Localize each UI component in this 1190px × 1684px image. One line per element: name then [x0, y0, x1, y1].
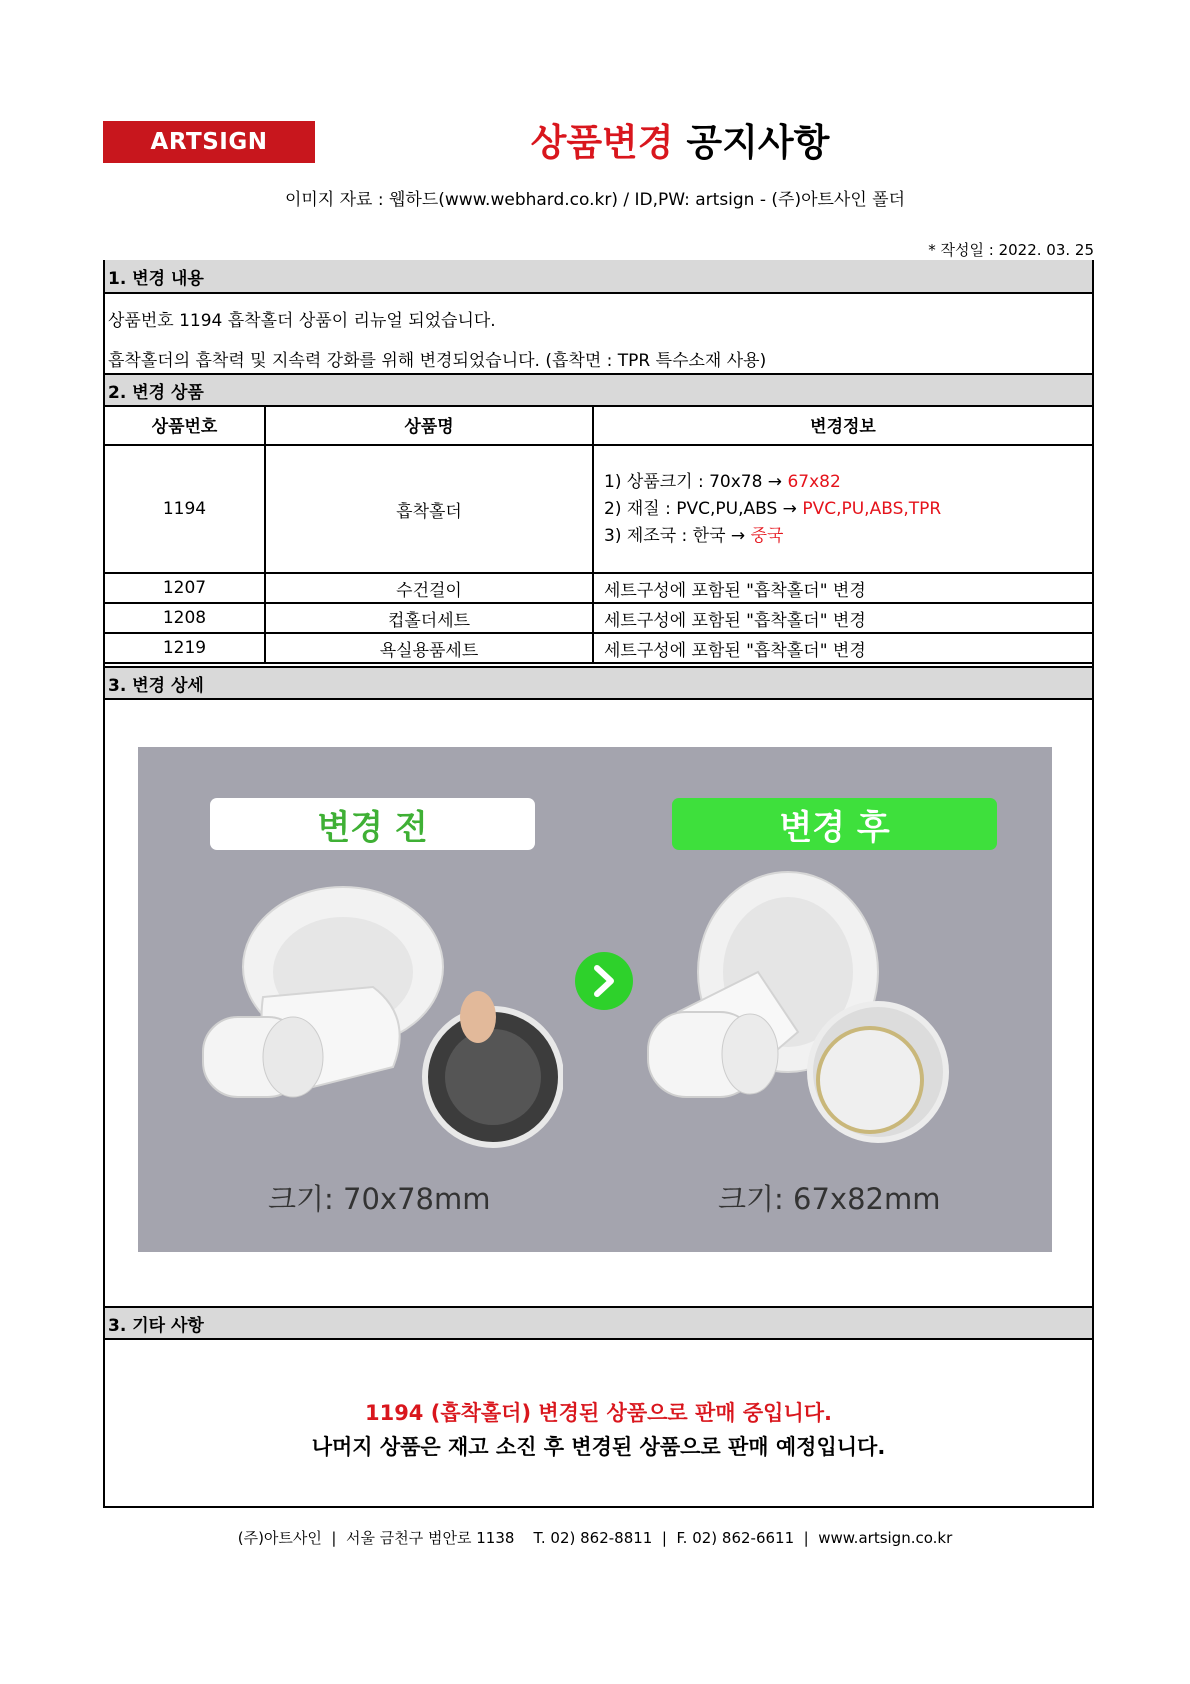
col-name: 상품명: [265, 405, 593, 445]
change-origin: 3) 제조국 : 한국 → 중국: [604, 525, 784, 546]
title-highlight: 상품변경: [530, 121, 674, 164]
table-header-row: [105, 405, 1092, 445]
table-row: [105, 445, 1092, 573]
col-code: 상품번호: [105, 405, 265, 445]
row-code: 1207: [105, 573, 265, 603]
col-info: 변경정보: [593, 405, 1092, 445]
before-label: 변경 전: [210, 798, 535, 850]
notice-message-primary: 1194 (흡착홀더) 변경된 상품으로 판매 중입니다.: [364, 1401, 833, 1425]
row-changes: [593, 445, 1092, 573]
row-code: 1208: [105, 603, 265, 633]
product-table: [105, 405, 1092, 664]
row-name: 컵홀더세트: [265, 603, 593, 633]
change-size: 1) 상품크기 : 70x78 → 67x82: [604, 471, 841, 492]
old-holder-illustration: [193, 867, 563, 1167]
subtitle: 이미지 자료 : 웹하드(www.webhard.co.kr) / ID,PW: artsign - (주)아트사인 폴더: [284, 190, 906, 210]
table-row: [105, 603, 1092, 633]
after-size-caption: 크기: 67x82mm: [718, 1182, 941, 1216]
table-row: [105, 573, 1092, 603]
row-name: 욕실용품세트: [265, 633, 593, 663]
after-label: 변경 후: [672, 798, 997, 850]
new-holder-illustration: [638, 862, 968, 1162]
section-3-heading: 3. 변경 상세: [105, 666, 1092, 700]
page-title: [430, 112, 930, 166]
notice-frame: [103, 260, 1094, 1508]
product-comparison-image: [138, 747, 1052, 1252]
row-name: 흡착홀더: [265, 445, 593, 573]
change-line-1: 상품번호 1194 흡착홀더 상품이 리뉴얼 되었습니다.: [108, 311, 496, 331]
before-size-caption: 크기: 70x78mm: [268, 1182, 491, 1216]
row-info: 세트구성에 포함된 "흡착홀더" 변경: [593, 573, 1092, 603]
written-date: * 작성일 : 2022. 03. 25: [928, 241, 1094, 259]
change-material: 2) 재질 : PVC,PU,ABS → PVC,PU,ABS,TPR: [604, 498, 942, 519]
row-info: 세트구성에 포함된 "흡착홀더" 변경: [593, 633, 1092, 663]
row-info: 세트구성에 포함된 "흡착홀더" 변경: [593, 603, 1092, 633]
row-name: 수건걸이: [265, 573, 593, 603]
footer: (주)아트사인 | 서울 금천구 범안로 1138 T. 02) 862-8811 | F. 02) 862-6611 | www.artsign.co.kr: [237, 1529, 953, 1547]
table-row: [105, 633, 1092, 663]
change-line-2: 흡착홀더의 흡착력 및 지속력 강화를 위해 변경되었습니다. (흡착면 : TPR 특수소재 사용): [108, 351, 767, 371]
section-4-heading: 3. 기타 사항: [105, 1306, 1092, 1340]
row-code: 1219: [105, 633, 265, 663]
row-code: 1194: [105, 445, 265, 573]
title-rest: 공지사항: [673, 121, 830, 164]
chevron-right-icon: [575, 952, 633, 1010]
artsign-logo: ARTSIGN: [103, 121, 315, 163]
notice-message-secondary: 나머지 상품은 재고 소진 후 변경된 상품으로 판매 예정입니다.: [311, 1435, 886, 1459]
section-1-heading: 1. 변경 내용: [105, 260, 1092, 294]
section-2-heading: 2. 변경 상품: [105, 373, 1092, 407]
